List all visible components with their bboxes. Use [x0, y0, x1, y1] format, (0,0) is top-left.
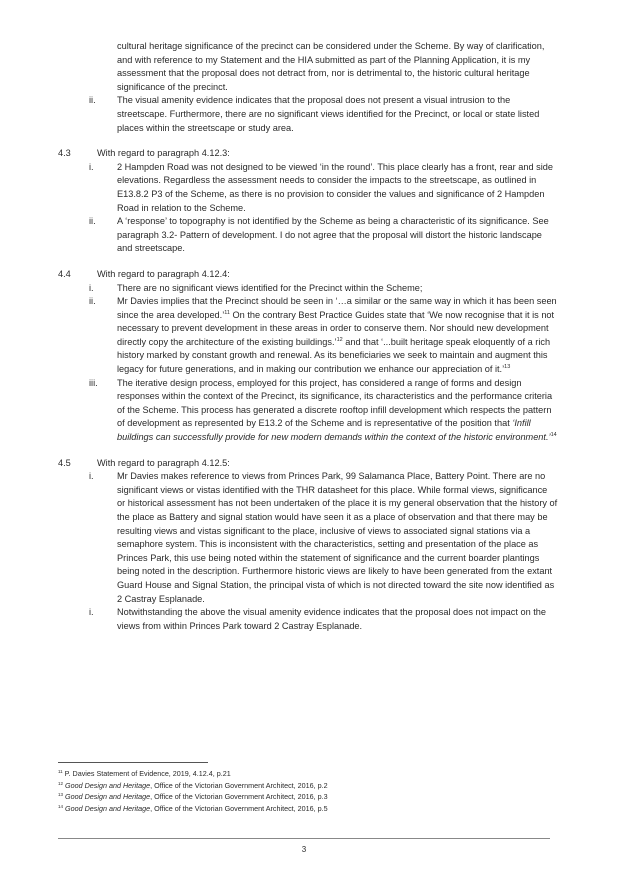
footnote-text: , Office of the Victorian Government Architect, 2016, p.2: [150, 780, 328, 790]
footnote: [58, 803, 558, 815]
footnote-ref[interactable]: 14: [550, 432, 557, 439]
footnote: [58, 780, 558, 792]
footnotes: [58, 768, 558, 814]
footnote-title: Good Design and Heritage: [65, 792, 151, 802]
list-marker: iii.: [89, 377, 98, 388]
page-number: 3: [301, 845, 307, 854]
list-marker: ii.: [89, 216, 96, 227]
footnote-ref[interactable]: 13: [504, 364, 511, 371]
footnote-title: Good Design and Heritage: [65, 780, 151, 790]
list-marker: i.: [89, 161, 94, 172]
section-4-5-heading: [58, 457, 558, 471]
section-4-4-heading: [58, 268, 558, 282]
section-4-3-heading: [58, 147, 558, 161]
list-text: [117, 377, 558, 445]
quote-text: On the contrary Best Practice Guides state that ‘We now recognise that it is not necessary to prevent development in these areas in order to conserve them. Nor should new development directly copy the architecture of the existing buildings.’: [117, 309, 555, 347]
list-text: 2 Hampden Road was not designed to be viewed ‘in the round’. This place clearly has a front, rear and side elevations. Regardless the assessment needs to consider the impacts to the streetscape, as outlined in E13.8.2 P3 of the Scheme, as there is no provision to consider the values and significance of 2 Hampden Road in relation to the Scheme.: [117, 161, 553, 213]
list-text: The visual amenity evidence indicates that the proposal does not present a visual intrusion to the streetscape. Furthermore, there are no significant views identified for the Precinct, or local or state listed places within the streetscape or study area.: [117, 95, 540, 133]
list-text: [117, 295, 558, 377]
list-item: [58, 470, 558, 606]
list-text: There are no significant views identified for the Precinct within the Scheme;: [117, 282, 423, 293]
section-heading: With regard to paragraph 4.12.4:: [97, 268, 230, 279]
list-item: [58, 215, 558, 256]
footnote-text: , Office of the Victorian Government Architect, 2016, p.3: [150, 792, 328, 802]
list-text: Notwithstanding the above the visual amenity evidence indicates that the proposal does not impact on the views from within Princes Park toward 2 Castray Esplanade.: [117, 607, 547, 631]
intro-paragraph: cultural heritage significance of the precinct can be considered under the Scheme. By way of clarification, and with reference to my Statement and the HIA submitted as part of the Planning Application, it is my assessment that the proposal does not detract from, nor is detrimental to, the historic cultural heritage significance of the precinct.: [117, 41, 545, 92]
list-marker: i.: [89, 607, 94, 618]
list-marker: ii.: [89, 296, 96, 307]
footnote-number: 14: [58, 803, 64, 809]
footnote-ref[interactable]: 11: [224, 309, 230, 316]
paragraph-text: The iterative design process, employed for this project, has considered a range of forms and design responses within the context of the Precinct, its significance, its characteristics and the performance criteria of the Scheme. This process has generated a discrete rooftop infill development which respects the pattern of development as represented by E13.2 of the Scheme and is representative of the position that: [117, 377, 553, 429]
footnote-separator: [58, 762, 208, 763]
section-heading: With regard to paragraph 4.12.5:: [97, 457, 230, 468]
list-text: Mr Davies makes reference to views from Princes Park, 99 Salamanca Place, Battery Point. There are no significant views or vistas identified with the THR datasheet for this place. While formal views, significance or historical assessment has not been undertaken of the place it is my general observation that the history of the place as Battery and signal station would have seen it as a place of observation and that there may be resulting views and vistas significant to the place, inclusive of views to associated signal stations via a semaphore system. This is inconsistent with the characteristics, setting and presentation of the place as Princes Park, this use being noted within the statement of significance and the current boarder plantings being noted in the description. Furthermore historic views are likely to have been generated from the extant Guard House and Signal Station, the principal vista of which is not directed toward the site now identified as 2 Castray Esplanade.: [117, 471, 558, 604]
footnote-number: 11: [58, 769, 63, 774]
section-number: 4.3: [58, 148, 71, 159]
list-marker: i.: [89, 471, 94, 482]
body-text: [58, 40, 558, 633]
footnote-title: Good Design and Heritage: [65, 803, 151, 813]
quote-text: and that ‘...built heritage speak eloquently of a rich history marked by constant growth and renewal. As its beneficiaries we seek to maintain and augment this legacy for future generations, and in making our contribution we enhance our appreciation of it.’: [117, 336, 551, 375]
footnote: [58, 791, 558, 803]
footnote-text: P. Davies Statement of Evidence, 2019, 4.12.4, p.21: [62, 769, 231, 778]
footnote: [58, 768, 558, 780]
list-text: A ‘response’ to topography is not identified by the Scheme as being a characteristic of its significance. See paragraph 3.2- Pattern of development. I do not agree that the proposal will distort the historic landscape and streetscape.: [117, 216, 549, 254]
list-marker: ii.: [89, 95, 96, 106]
footnote-number: 12: [58, 780, 64, 786]
section-heading: With regard to paragraph 4.12.3:: [97, 148, 230, 159]
list-item: [58, 161, 558, 215]
list-item: [58, 606, 558, 633]
list-item: [58, 377, 558, 445]
section-number: 4.4: [58, 268, 71, 279]
footer-rule: [58, 838, 550, 839]
quote-text: Mr Davies implies that the Precinct should be seen in ‘…a similar or the same way in which it has been seen since the area developed.’: [117, 296, 557, 320]
list-marker: i.: [89, 282, 94, 293]
footnote-number: 13: [58, 792, 64, 798]
list-item: [58, 295, 558, 377]
list-item: [58, 94, 558, 135]
footnote-ref[interactable]: 12: [336, 336, 343, 343]
list-item: [58, 282, 558, 296]
footnote-text: , Office of the Victorian Government Architect, 2016, p.5: [150, 803, 328, 813]
section-number: 4.5: [58, 457, 71, 468]
italic-quote: ‘Infill buildings can successfully provide for new modern demands within the context of the historic environment.’: [117, 418, 551, 443]
